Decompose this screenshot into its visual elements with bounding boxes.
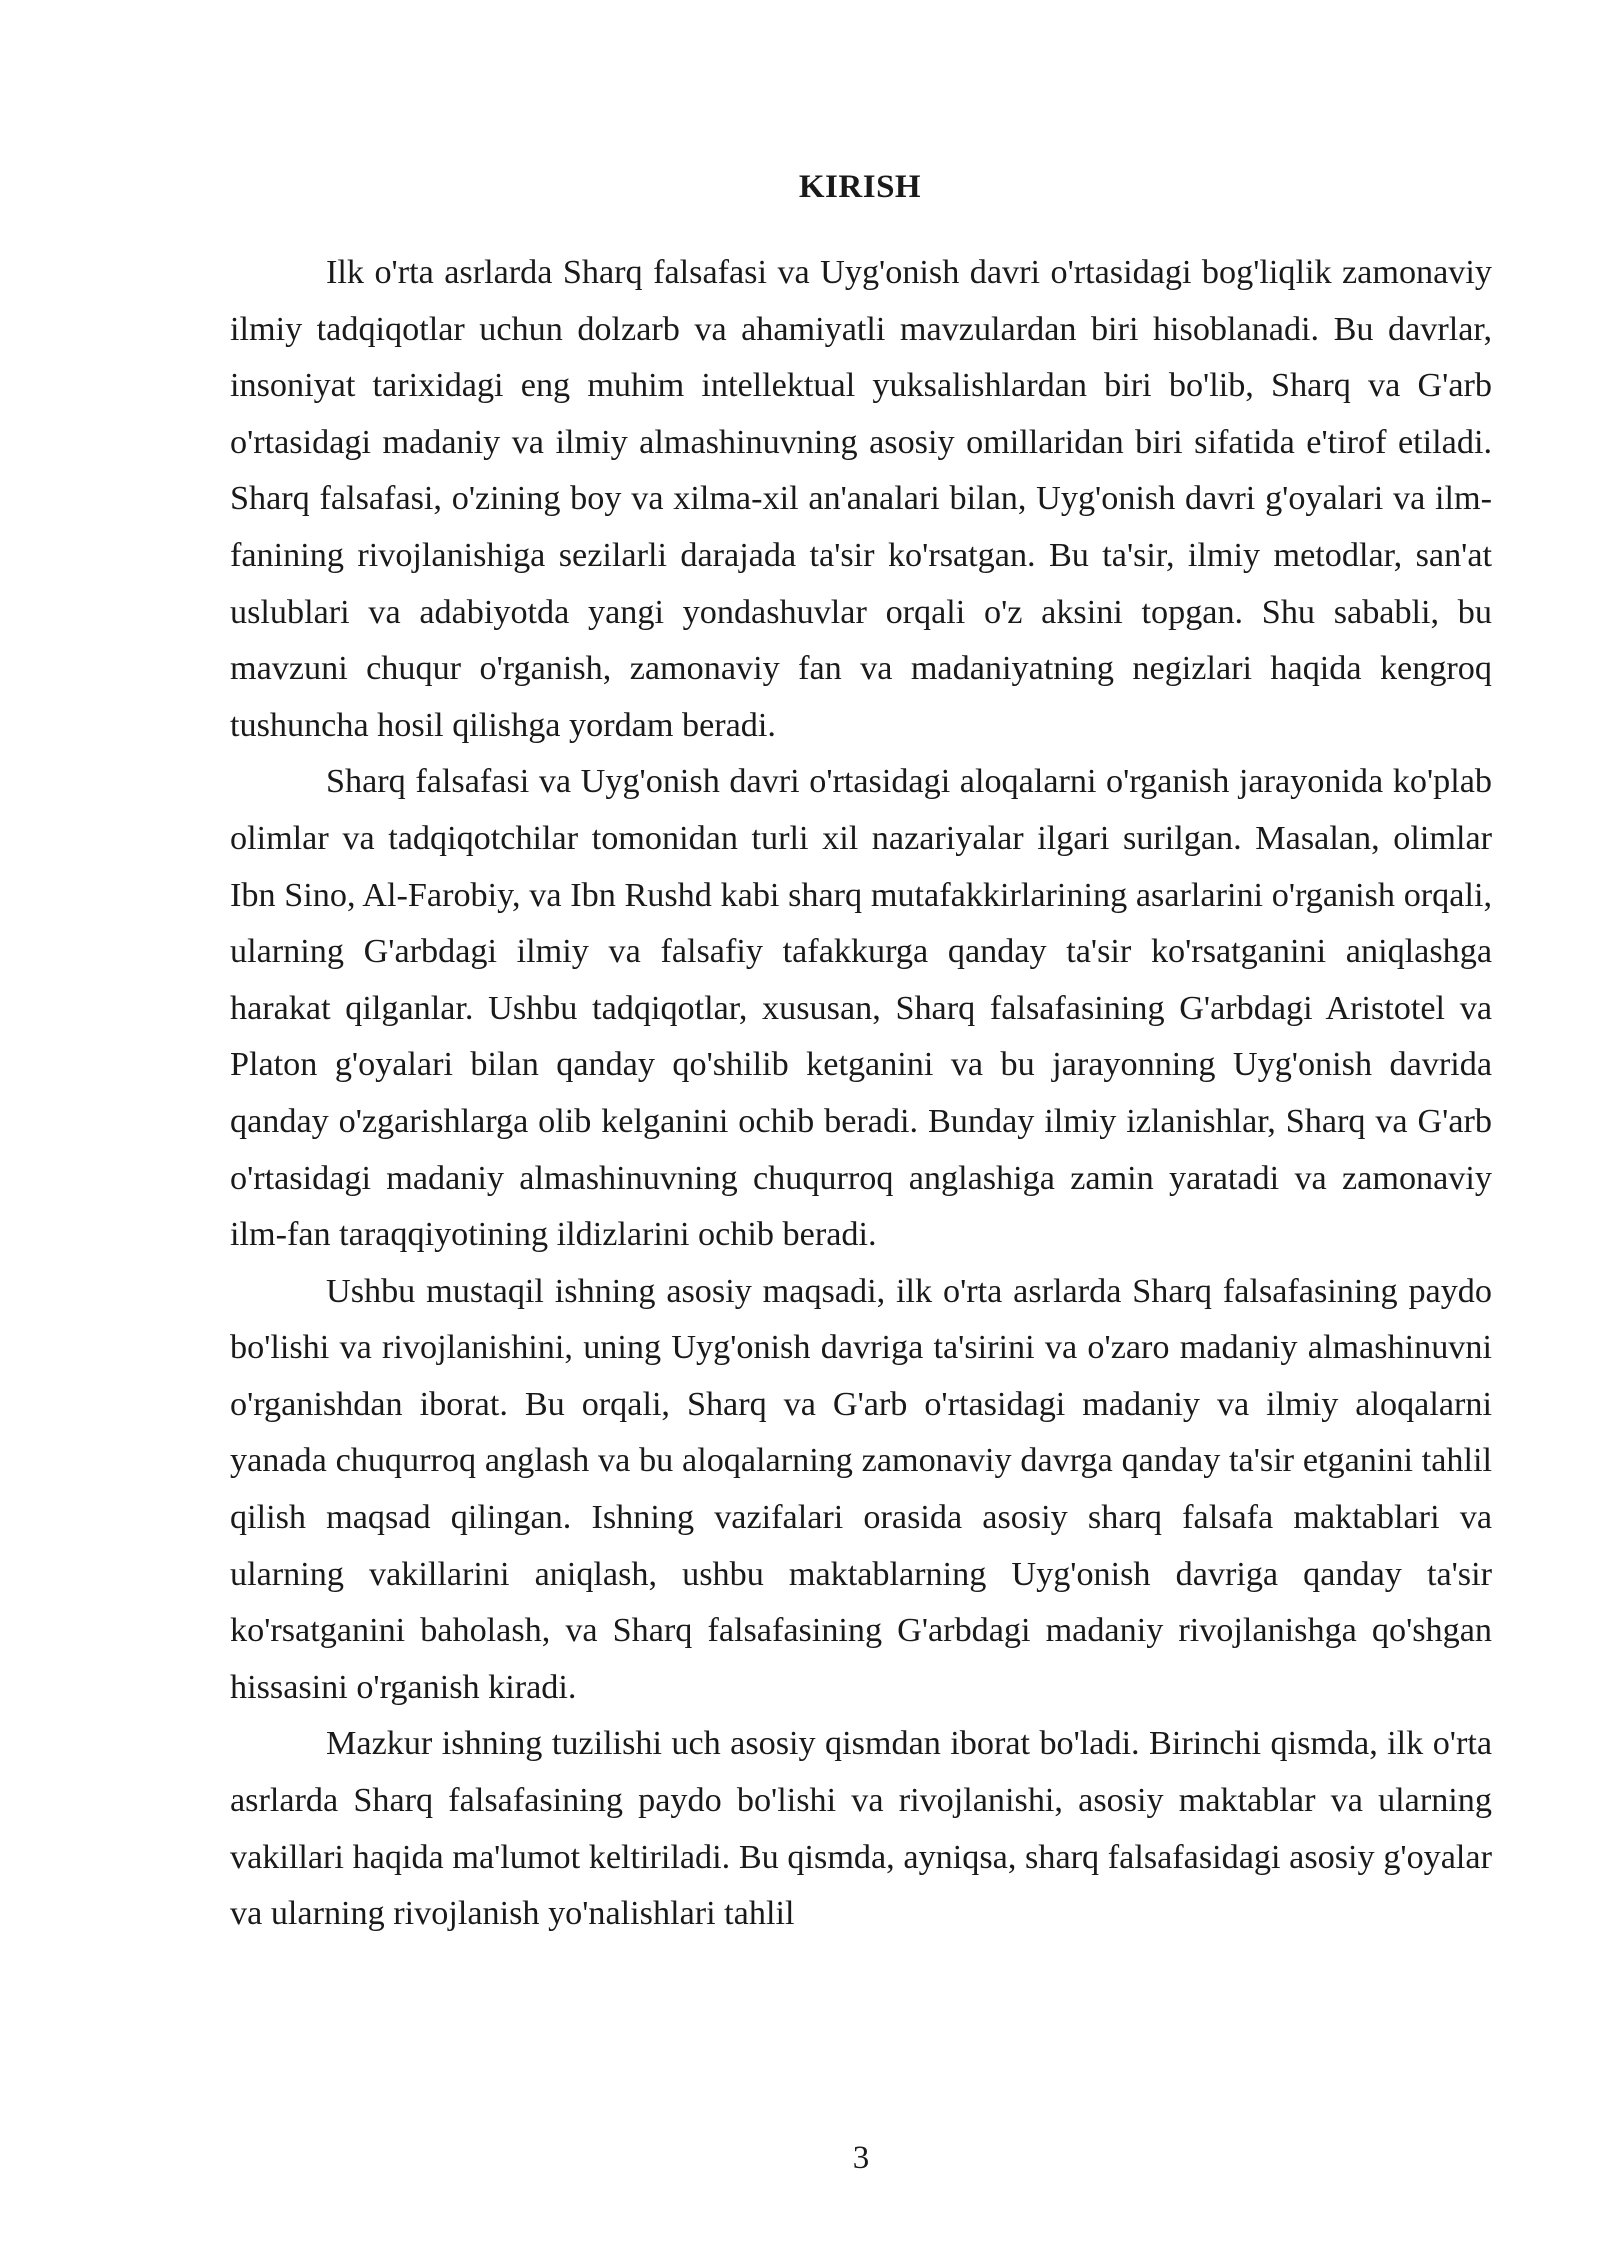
- paragraph-3: Ushbu mustaqil ishning asosiy maqsadi, ilk o'rta asrlarda Sharq falsafasining paydo bo'lishi va rivojlanishini, uning Uyg'onish davriga ta'sirini va o'zaro madaniy almashinuvni o'rganishdan iborat. Bu orqali, Sharq va G'arb o'rtasidagi madaniy va ilmiy aloqalarni yanada chuqurroq anglash va bu aloqalarning zamonaviy davrga qanday ta'sir etganini tahlil qilish maqsad qilingan. Ishning vazifalari orasida asosiy sharq falsafa maktablari va ularning vakillarini aniqlash, ushbu maktablarning Uyg'onish davriga qanday ta'sir ko'rsatganini baholash, va Sharq falsafasining G'arbdagi madaniy rivojlanishga qo'shgan hissasini o'rganish kiradi.: [230, 1272, 1492, 1706]
- page-number: 3: [852, 2140, 870, 2176]
- section-heading: KIRISH: [798, 169, 922, 205]
- paragraph-4: Mazkur ishning tuzilishi uch asosiy qismdan iborat bo'ladi. Birinchi qismda, ilk o'rta asrlarda Sharq falsafasining paydo bo'lishi va rivojlanishi, asosiy maktablar va ularning vakillari haqida ma'lumot keltiriladi. Bu qismda, ayniqsa, sharq falsafasidagi asosiy g'oyalar va ularning rivojlanish yo'nalishlari tahlil: [230, 1725, 1492, 1933]
- body-text: [230, 245, 1492, 1943]
- paragraph-2: Sharq falsafasi va Uyg'onish davri o'rtasidagi aloqalarni o'rganish jarayonida ko'plab olimlar va tadqiqotchilar tomonidan turli xil nazariyalar ilgari surilgan. Masalan, olimlar Ibn Sino, Al-Farobiy, va Ibn Rushd kabi sharq mutafakkirlarining asarlarini o'rganish orqali, ularning G'arbdagi ilmiy va falsafiy tafakkurga qanday ta'sir ko'rsatganini aniqlashga harakat qilganlar. Ushbu tadqiqotlar, xususan, Sharq falsafasining G'arbdagi Aristotel va Platon g'oyalari bilan qanday qo'shilib ketganini va bu jarayonning Uyg'onish davrida qanday o'zgarishlarga olib kelganini ochib beradi. Bunday ilmiy izlanishlar, Sharq va G'arb o'rtasidagi madaniy almashinuvning chuqurroq anglashiga zamin yaratadi va zamonaviy ilm-fan taraqqiyotining ildizlarini ochib beradi.: [230, 763, 1492, 1254]
- paragraph-1: Ilk o'rta asrlarda Sharq falsafasi va Uyg'onish davri o'rtasidagi bog'liqlik zamonaviy ilmiy tadqiqotlar uchun dolzarb va ahamiyatli mavzulardan biri hisoblanadi. Bu davrlar, insoniyat tarixidagi eng muhim intellektual yuksalishlardan biri bo'lib, Sharq va G'arb o'rtasidagi madaniy va ilmiy almashinuvning asosiy omillaridan biri sifatida e'tirof etiladi. Sharq falsafasi, o'zining boy va xilma-xil an'analari bilan, Uyg'onish davri g'oyalari va ilm-fanining rivojlanishiga sezilarli darajada ta'sir ko'rsatgan. Bu ta'sir, ilmiy metodlar, san'at uslublari va adabiyotda yangi yondashuvlar orqali o'z aksini topgan. Shu sababli, bu mavzuni chuqur o'rganish, zamonaviy fan va madaniyatning negizlari haqida kengroq tushuncha hosil qilishga yordam beradi.: [230, 254, 1492, 744]
